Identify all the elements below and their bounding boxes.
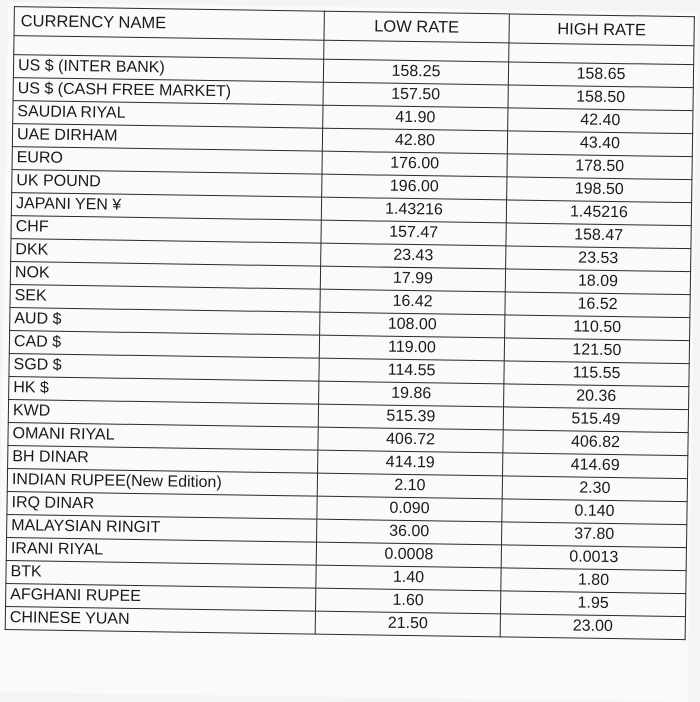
low-rate-header: LOW RATE [324,11,509,43]
low-rate-cell: 1.43216 [321,197,506,223]
high-rate-cell: 1.95 [500,591,685,617]
currency-name-cell: CAD $ [9,331,319,359]
currency-name-cell: DKK [11,239,321,267]
currency-name-cell: AUD $ [10,308,320,336]
high-rate-cell: 515.49 [503,407,688,433]
currency-name-cell: HK $ [9,377,319,405]
currency-name-cell: MALAYSIAN RINGIT [7,515,317,543]
low-rate-cell: 515.39 [318,404,503,430]
currency-name-cell: IRQ DINAR [7,492,317,520]
low-rate-cell: 1.40 [316,565,501,591]
low-rate-cell: 19.86 [319,381,504,407]
currency-name-cell: CHINESE YUAN [5,607,315,635]
currency-name-header: CURRENCY NAME [14,7,324,41]
currency-name-cell: BH DINAR [8,446,318,474]
high-rate-header: HIGH RATE [509,14,694,46]
low-rate-cell: 108.00 [320,312,505,338]
low-rate-cell: 17.99 [320,266,505,292]
high-rate-cell: 121.50 [504,338,689,364]
currency-name-cell: SGD $ [9,354,319,382]
high-rate-cell: 198.50 [507,177,692,203]
high-rate-cell: 16.52 [505,292,690,318]
low-rate-cell: 157.50 [323,82,508,108]
high-rate-cell: 158.50 [508,85,693,111]
low-rate-cell: 0.0008 [316,542,501,568]
currency-name-cell: US $ (INTER BANK) [13,55,323,83]
high-rate-cell: 158.47 [506,223,691,249]
rates-body [5,36,694,640]
low-rate-cell: 176.00 [322,151,507,177]
low-rate-cell: 157.47 [321,220,506,246]
currency-name-cell: US $ (CASH FREE MARKET) [13,78,323,106]
low-rate-cell: 36.00 [317,519,502,545]
high-rate-cell: 1.80 [501,568,686,594]
low-rate-cell: 21.50 [315,611,500,637]
low-rate-cell: 16.42 [320,289,505,315]
currency-name-cell: JAPANI YEN ¥ [11,193,321,221]
low-rate-cell: 114.55 [319,358,504,384]
high-rate-cell: 414.69 [503,453,688,479]
high-rate-cell: 42.40 [508,108,693,134]
low-rate-cell: 23.43 [321,243,506,269]
currency-name-cell: UK POUND [12,170,322,198]
high-rate-cell: 110.50 [505,315,690,341]
low-rate-cell: 196.00 [322,174,507,200]
low-rate-cell: 119.00 [319,335,504,361]
high-rate-cell: 2.30 [502,476,687,502]
high-rate-cell: 115.55 [504,361,689,387]
currency-name-cell: INDIAN RUPEE(New Edition) [7,469,317,497]
high-rate-cell: 43.40 [507,131,692,157]
high-rate-cell: 406.82 [503,430,688,456]
low-rate-cell: 41.90 [323,105,508,131]
currency-name-cell: EURO [12,147,322,175]
low-rate-cell: 406.72 [318,427,503,453]
high-rate-cell: 1.45216 [506,200,691,226]
currency-name-cell: IRANI RIYAL [6,538,316,566]
low-rate-cell: 0.090 [317,496,502,522]
high-rate-cell: 158.65 [508,62,693,88]
high-rate-cell: 23.00 [500,614,685,640]
low-rate-cell: 158.25 [323,59,508,85]
high-rate-cell: 23.53 [506,246,691,272]
low-rate-cell: 42.80 [322,128,507,154]
currency-name-cell: SAUDIA RIYAL [13,101,323,129]
currency-rates-table [5,6,695,640]
currency-name-cell: KWD [8,400,318,428]
low-rate-cell: 414.19 [318,450,503,476]
rate-sheet [0,2,698,702]
low-rate-cell: 2.10 [317,473,502,499]
high-rate-cell: 20.36 [504,384,689,410]
low-rate-cell: 1.60 [315,588,500,614]
currency-name-cell: AFGHANI RUPEE [6,584,316,612]
currency-name-cell: NOK [10,262,320,290]
currency-name-cell: SEK [10,285,320,313]
currency-name-cell: CHF [11,216,321,244]
high-rate-cell: 37.80 [502,522,687,548]
high-rate-cell: 0.140 [502,499,687,525]
high-rate-cell: 0.0013 [501,545,686,571]
high-rate-cell: 18.09 [505,269,690,295]
currency-name-cell: UAE DIRHAM [12,124,322,152]
currency-name-cell: BTK [6,561,316,589]
high-rate-cell: 178.50 [507,154,692,180]
currency-name-cell: OMANI RIYAL [8,423,318,451]
